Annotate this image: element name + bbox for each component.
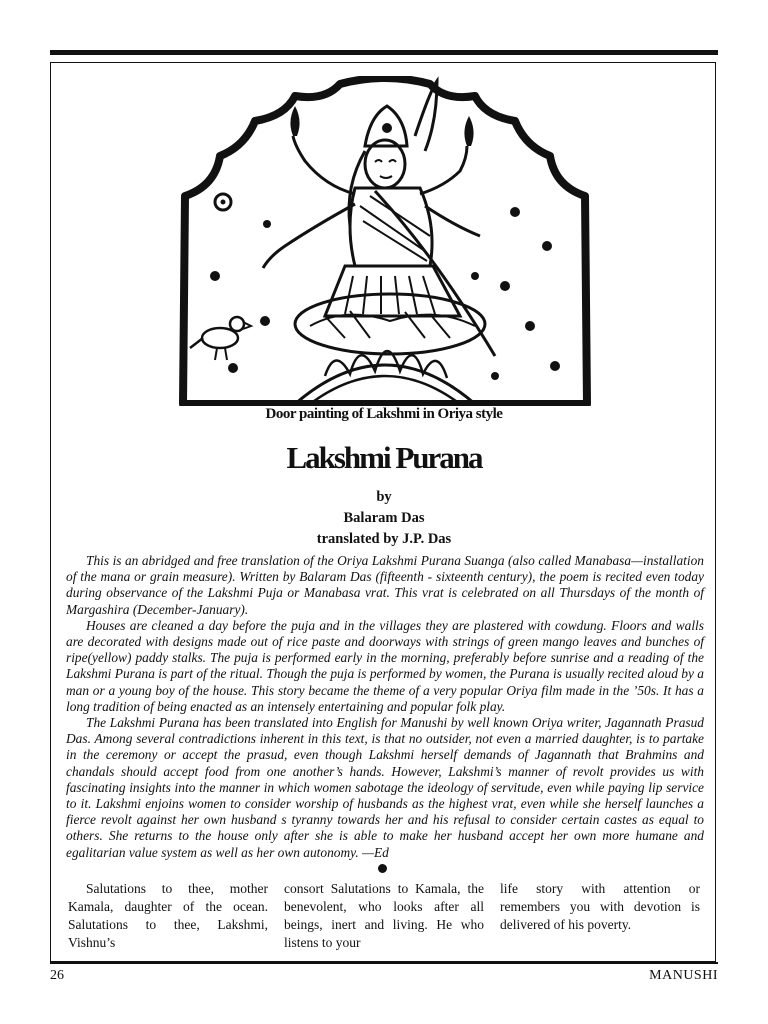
text-column-1: Salutations to thee, mother Kamala, daughter of the ocean. Salutations to thee, Lakshmi, Vishnu’s [68, 881, 268, 950]
byline [0, 487, 768, 550]
article-title: Lakshmi Purana [286, 440, 482, 475]
top-rule [50, 50, 718, 55]
image-caption: Door painting of Lakshmi in Oriya style [265, 406, 503, 422]
lakshmi-illustration [175, 76, 595, 406]
page-number: 26 [50, 968, 64, 983]
text-column-2: consort Salutations to Kamala, the benevolent, who looks after all beings, inert and living. He who listens to your [284, 881, 484, 950]
journal-name: MANUSHI [649, 968, 718, 983]
editor-introduction [66, 553, 704, 861]
bottom-rule [50, 962, 718, 964]
byline-author: Balaram Das [343, 510, 425, 526]
intro-paragraph: This is an abridged and free translation of the Oriya Lakshmi Purana Suanga (also called Manabasa—installation of the mana or grain measure). Written by Balaram Das (fifteenth - sixteenth century), the poem is recited even today during observance of the Lakshmi Puja or Manabasa vrat. This vrat is celebrated on all Thursdays of the month of Margashira (December-January). [66, 553, 704, 617]
byline-by: by [376, 489, 392, 505]
byline-translator: translated by J.P. Das [316, 531, 452, 547]
intro-paragraph: The Lakshmi Purana has been translated into English for Manushi by well known Oriya writer, Jagannath Prasud Das. Among several contradictions inherent in this text, is that no outsider, not even a married daughter, is to partake in the ceremony or accept the prasud, even though Lakshmi herself demands of Jagannath that Brahmins and chandals should accept food from one another’s hands. However, Lakshmi’s manner of revolt provides us with fascinating insights into the manner in which women sabotage the ideology of servitude, even while paying lip service to it. Lakshmi enjoins women to consider worship of husbands as the highest vrat, even while she herself launches a fierce revolt against her own husband s tyranny towards her and his refusal to consider certain castes as equal to others. She returns to the house only after she is able to make her husband accept her own more humane and egalitarian value system as well as her own autonomy. —Ed [66, 715, 704, 860]
intro-paragraph: Houses are cleaned a day before the puja and in the villages they are plastered with cowdung. Floors and walls are decorated with designs made out of rice paste and doorways with strings of green mango leaves and bunches of ripe(yellow) paddy stalks. The puja is performed early in the morning, preferably before sunrise and a reading of the Lakshmi Purana is part of the ritual. Though the puja is performed by women, the Purana is usually recited aloud by a man or a young boy of the house. This story became the theme of a very popular Oriya film made in the ’50s. It has a long tradition of being enacted as an intensely entertaining and popular folk play. [66, 617, 704, 714]
text-column-3: life story with attention or remembers you with devotion is delivered of his poverty. [500, 881, 700, 932]
section-bullet [378, 864, 387, 873]
